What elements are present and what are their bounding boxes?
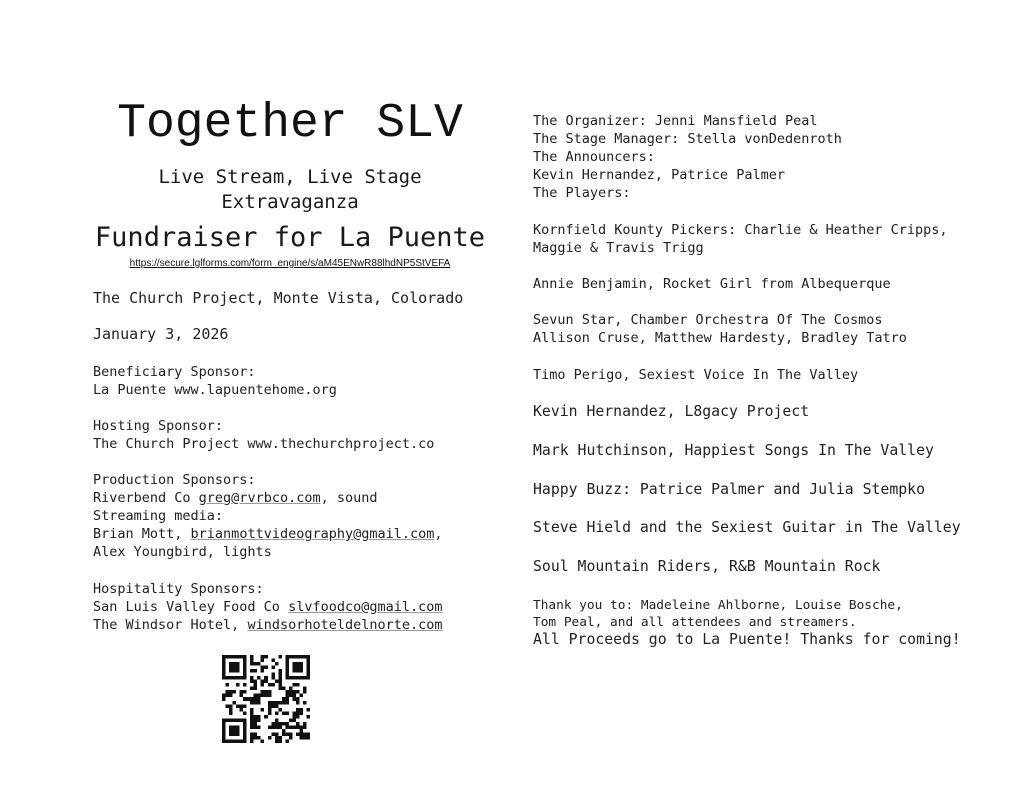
windsor-website-link[interactable]: windsorhoteldelnorte.com — [247, 617, 443, 633]
slvfood-name: San Luis Valley Food Co — [93, 599, 289, 615]
player-sevun-line1: Sevun Star, Chamber Orchestra Of The Cosmos — [533, 312, 883, 328]
player-timo: Timo Perigo, Sexiest Voice In The Valley — [533, 367, 859, 383]
event-date: January 3, 2026 — [93, 325, 229, 343]
fundraiser-heading: Fundraiser for La Puente — [94, 222, 486, 253]
donation-link[interactable]: https://secure.lglforms.com/form_engine/s/aM45ENwR88lhdNP5StVEFA — [129, 258, 451, 269]
hospitality-sponsor-slvfood — [93, 598, 443, 616]
hosting-sponsor: The Church Project www.thechurchproject.co — [93, 436, 435, 452]
riverbend-name: Riverbend Co — [93, 490, 199, 506]
thanks-line2: Tom Peal, and all attendees and streamers. — [533, 615, 857, 630]
player-soul: Soul Mountain Riders, R&B Mountain Rock — [533, 558, 881, 575]
lights-sponsor: Alex Youngbird, lights — [93, 544, 272, 560]
venue-line: The Church Project, Monte Vista, Colorado — [93, 289, 464, 307]
production-sponsor-riverbend — [93, 489, 378, 507]
player-happy-buzz: Happy Buzz: Patrice Palmer and Julia Stempko — [533, 481, 925, 498]
players-heading: The Players: — [533, 185, 631, 201]
slvfood-email-link[interactable]: slvfoodco@gmail.com — [288, 599, 443, 615]
hosting-heading: Hosting Sponsor: — [93, 418, 224, 434]
hospitality-heading: Hospitality Sponsors: — [93, 581, 264, 597]
stage-manager-credit: The Stage Manager: Stella vonDedenroth — [533, 131, 842, 147]
player-kornfield-line2: Maggie & Travis Trigg — [533, 240, 704, 256]
player-annie: Annie Benjamin, Rocket Girl from Albequerque — [533, 276, 891, 292]
windsor-name: The Windsor Hotel, — [93, 617, 248, 633]
thanks-closing: All Proceeds go to La Puente! Thanks for coming! — [533, 631, 961, 648]
brian-name: Brian Mott, — [93, 526, 191, 542]
flyer-title: Together SLV — [117, 97, 463, 151]
player-kornfield-line1: Kornfield Kounty Pickers: Charlie & Heather Cripps, — [533, 222, 948, 238]
beneficiary-heading: Beneficiary Sponsor: — [93, 364, 256, 380]
qr-code-icon[interactable] — [222, 655, 310, 743]
player-mark: Mark Hutchinson, Happiest Songs In The Valley — [533, 442, 934, 459]
brian-trail: , — [434, 526, 443, 542]
player-steve: Steve Hield and the Sexiest Guitar in The Valley — [533, 519, 961, 536]
announcers-credit: Kevin Hernandez, Patrice Palmer — [533, 167, 785, 183]
player-sevun-line2: Allison Cruse, Matthew Hardesty, Bradley Tatro — [533, 330, 907, 346]
hospitality-sponsor-windsor — [93, 616, 443, 634]
thanks-line1: Thank you to: Madeleine Ahlborne, Louise Bosche, — [533, 598, 903, 613]
flyer-subtitle-line2: Extravaganza — [221, 191, 359, 213]
brian-email-link[interactable]: brianmottvideography@gmail.com — [190, 526, 435, 542]
streaming-sponsor-brian — [93, 525, 443, 543]
organizer-credit: The Organizer: Jenni Mansfield Peal — [533, 113, 818, 129]
streaming-heading: Streaming media: — [93, 508, 224, 524]
riverbend-email-link[interactable]: greg@rvrbco.com — [198, 490, 321, 506]
player-kevin: Kevin Hernandez, L8gacy Project — [533, 403, 810, 420]
announcers-heading: The Announcers: — [533, 149, 655, 165]
flyer-subtitle-line1: Live Stream, Live Stage — [158, 166, 422, 188]
beneficiary-sponsor: La Puente www.lapuentehome.org — [93, 382, 337, 398]
production-heading: Production Sponsors: — [93, 472, 256, 488]
riverbend-role: , sound — [320, 490, 378, 506]
